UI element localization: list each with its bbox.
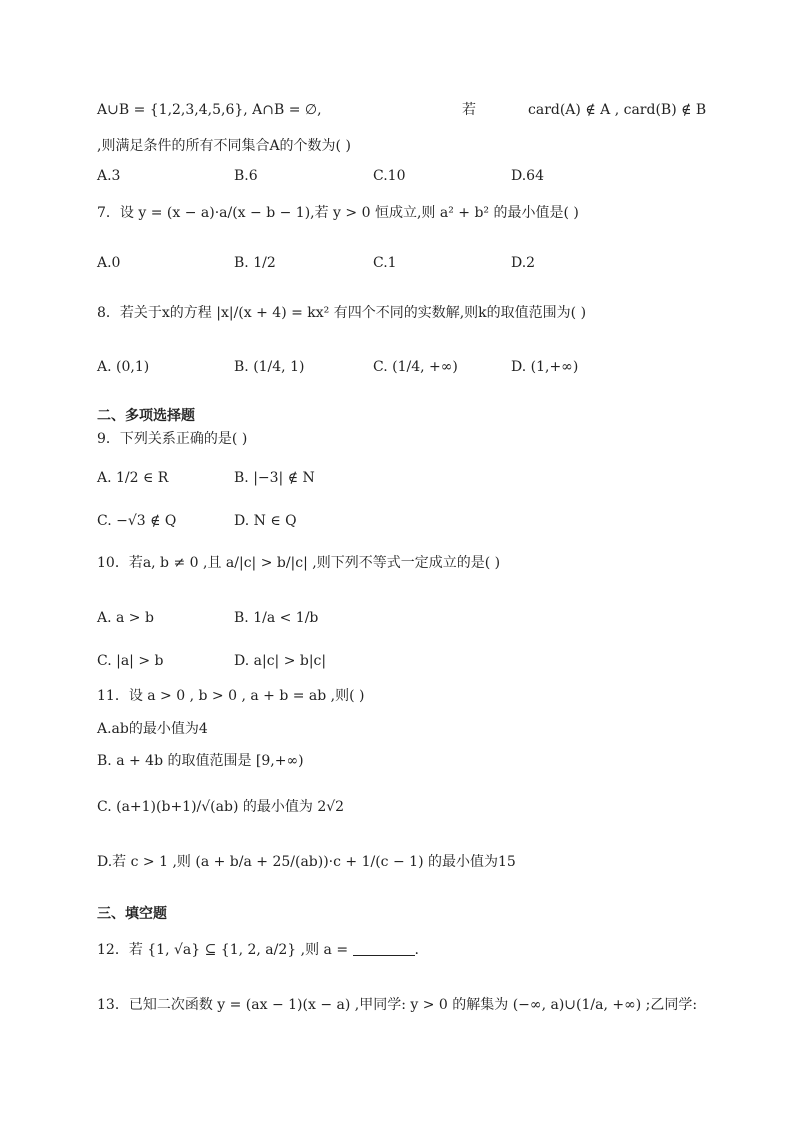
- option-q9d: D. N ∈ Q: [234, 513, 297, 529]
- answer-blank[interactable]: [353, 941, 415, 956]
- section-heading-sec2: 二、多项选择题: [97, 408, 195, 424]
- text-line-l1b: 若: [462, 102, 476, 118]
- option-q6a: A.3: [97, 168, 121, 184]
- period: .: [414, 942, 419, 958]
- text-line-l1a: A∪B = {1,2,3,4,5,6}, A∩B = ∅,: [97, 102, 322, 118]
- option-q7a: A.0: [97, 255, 121, 271]
- section-heading-sec3: 三、填空题: [97, 906, 167, 922]
- text-line-q11b: B. a + 4b 的取值范围是 [9,+∞): [97, 753, 304, 769]
- text-line-q13: 13．已知二次函数 y = (ax − 1)(x − a) ,甲同学: y > 0 的解集为 (−∞, a)∪(1/a, +∞) ;乙同学:: [97, 997, 698, 1013]
- option-q8d: D. (1,+∞): [511, 359, 579, 375]
- text-line-q11: 11．设 a > 0 , b > 0 , a + b = ab ,则( ): [97, 688, 365, 704]
- option-q7c: C.1: [373, 255, 397, 271]
- text-line-q8: 8．若关于x的方程 |x|/(x + 4) = kx² 有四个不同的实数解,则k的取值范围为( ): [97, 305, 587, 321]
- option-q9b: B. |−3| ∉ N: [234, 470, 315, 486]
- text-line-q11a: A.ab的最小值为4: [97, 721, 208, 737]
- text-line-q9: 9．下列关系正确的是( ): [97, 431, 248, 447]
- text-line-q7: 7．设 y = (x − a)·a/(x − b − 1),若 y > 0 恒成立,则 a² + b² 的最小值是( ): [97, 205, 579, 221]
- option-q9c: C. −√3 ∉ Q: [97, 513, 177, 529]
- text-line-l2: ,则满足条件的所有不同集合A的个数为( ): [97, 138, 351, 154]
- option-q7d: D.2: [511, 255, 536, 271]
- option-q8b: B. (1/4, 1): [234, 359, 305, 375]
- option-q10a: A. a > b: [97, 610, 154, 626]
- option-q7b: B. 1/2: [234, 255, 276, 271]
- option-q6c: C.10: [373, 168, 406, 184]
- text-line-l1c: card(A) ∉ A , card(B) ∉ B: [528, 102, 707, 118]
- option-q10b: B. 1/a < 1/b: [234, 610, 319, 626]
- text-line-q10: 10．若a, b ≠ 0 ,且 a/|c| > b/|c| ,则下列不等式一定成立的是( ): [97, 555, 501, 571]
- text-line-q12: 12．若 {1, √a} ⊆ {1, 2, a/2} ,则 a = .: [97, 942, 419, 958]
- option-q8a: A. (0,1): [97, 359, 150, 375]
- option-q6d: D.64: [511, 168, 544, 184]
- option-q10d: D. a|c| > b|c|: [234, 653, 327, 669]
- text-line-q11c: C. (a+1)(b+1)/√(ab) 的最小值为 2√2: [97, 799, 345, 815]
- option-q10c: C. |a| > b: [97, 653, 164, 669]
- text-line-q11d: D.若 c > 1 ,则 (a + b/a + 25/(ab))·c + 1/(c − 1) 的最小值为15: [97, 854, 516, 870]
- option-q9a: A. 1/2 ∈ R: [97, 470, 169, 486]
- option-q8c: C. (1/4, +∞): [373, 359, 458, 375]
- option-q6b: B.6: [234, 168, 258, 184]
